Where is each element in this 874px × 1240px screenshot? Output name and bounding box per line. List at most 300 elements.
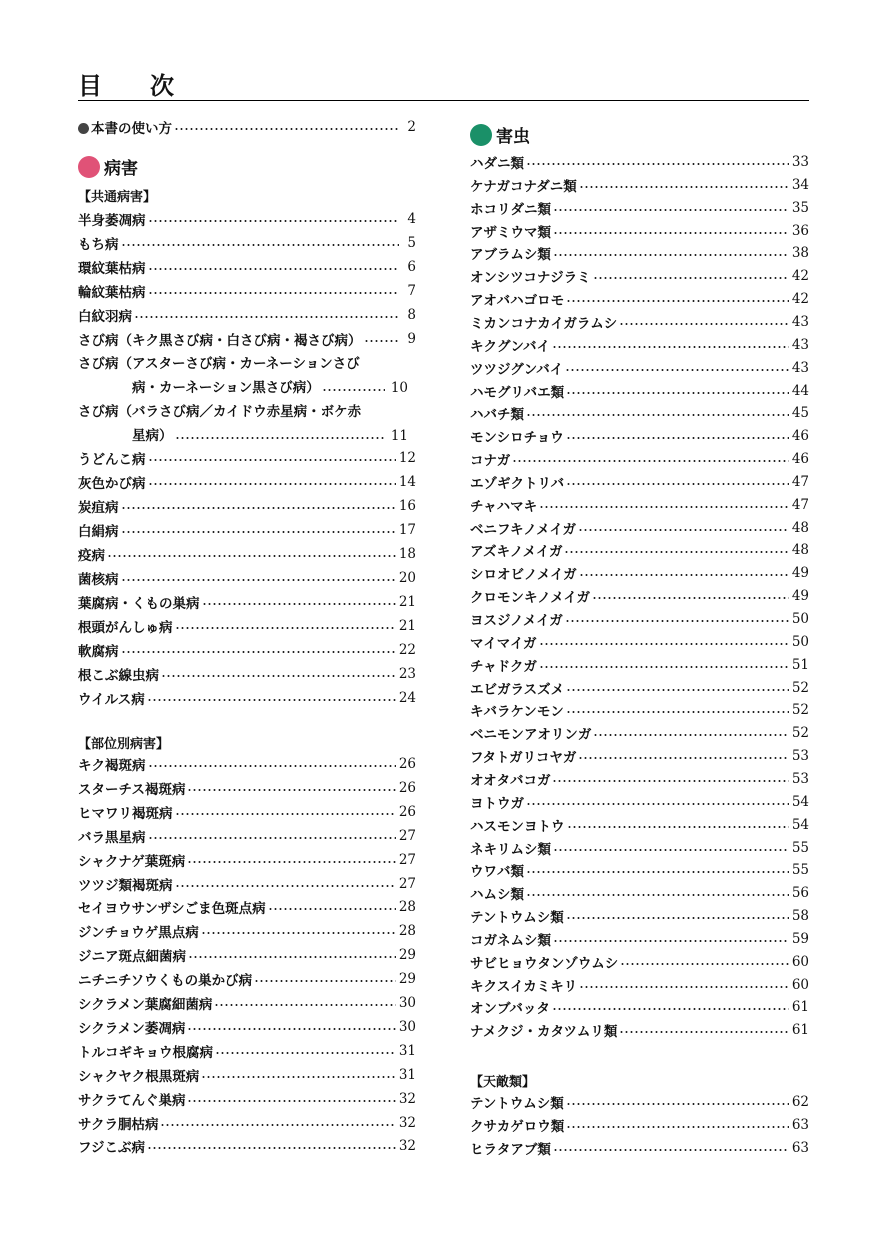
leader-dots xyxy=(121,531,396,533)
toc-entry[interactable] xyxy=(470,699,809,721)
toc-entry[interactable] xyxy=(470,197,809,219)
toc-entry[interactable] xyxy=(470,494,809,516)
toc-entry[interactable] xyxy=(470,722,809,744)
toc-entry-name: ヒマワリ褐斑病 xyxy=(78,805,173,822)
toc-entry-name: ミカンコナカイガラムシ xyxy=(470,315,618,332)
toc-entry-name: スターチス褐斑病 xyxy=(78,781,186,798)
leader-dots xyxy=(526,414,789,416)
leader-dots xyxy=(187,789,395,791)
toc-entry-page: 54 xyxy=(791,816,809,833)
leader-dots xyxy=(593,734,788,736)
toc-entry[interactable] xyxy=(78,543,416,565)
toc-entry-page: 45 xyxy=(791,405,809,422)
leader-dots xyxy=(552,780,788,782)
toc-entry[interactable] xyxy=(78,591,416,613)
leader-dots xyxy=(175,437,385,439)
leader-dots xyxy=(619,323,789,325)
toc-entry[interactable] xyxy=(470,585,809,607)
toc-entry[interactable] xyxy=(78,849,416,871)
toc-entry-name: トルコギキョウ根腐病 xyxy=(78,1044,213,1061)
toc-entry[interactable] xyxy=(470,311,809,333)
leader-dots xyxy=(566,689,789,691)
toc-entry[interactable] xyxy=(78,639,416,661)
toc-entry[interactable] xyxy=(470,928,809,950)
toc-entry-page: 59 xyxy=(791,930,809,947)
toc-entry[interactable] xyxy=(470,631,809,653)
toc-entry[interactable] xyxy=(78,1112,416,1134)
toc-entry-name: シャクナゲ葉斑病 xyxy=(78,853,186,870)
toc-entry-page: 21 xyxy=(398,618,416,634)
toc-entry-page: 44 xyxy=(791,382,809,399)
toc-entry[interactable] xyxy=(470,471,809,493)
toc-entry-page: 60 xyxy=(791,953,809,970)
toc-entry-name: コナガ xyxy=(470,453,511,470)
leader-dots xyxy=(174,128,399,130)
toc-entry-name: サクラ胴枯病 xyxy=(78,1116,159,1133)
toc-entry-name: マイマイガ xyxy=(470,635,537,652)
leader-dots xyxy=(526,803,789,805)
toc-entry-name: 炭疽病 xyxy=(78,500,119,516)
toc-entry-name: ツツジグンバイ xyxy=(470,361,564,378)
leader-dots xyxy=(566,300,789,302)
toc-entry-page: 26 xyxy=(398,803,416,820)
leader-dots xyxy=(175,885,396,887)
toc-entry-name: セイヨウサンザシごま色斑点病 xyxy=(78,901,266,918)
toc-entry-name-line1: さび病（アスターさび病・カーネーションさび xyxy=(78,356,360,372)
title-rule xyxy=(78,100,809,101)
toc-entry-name: バラ黒星病 xyxy=(78,829,146,846)
page-title: 目 次 xyxy=(78,72,186,100)
toc-entry-name: 根こぶ線虫病 xyxy=(78,668,159,684)
toc-entry[interactable] xyxy=(470,654,809,676)
toc-entry-name: キバラケンモン xyxy=(470,704,564,721)
leader-dots xyxy=(254,980,396,982)
leader-dots xyxy=(175,627,396,629)
toc-entry-name: ニチニチソウくもの巣かび病 xyxy=(78,973,253,990)
leader-dots xyxy=(148,220,400,222)
leader-dots xyxy=(539,506,789,508)
toc-entry-name: シャクヤク根黒斑病 xyxy=(78,1068,200,1085)
toc-entry-page: 31 xyxy=(398,1042,416,1059)
toc-entry-page: 50 xyxy=(791,633,809,650)
toc-entry[interactable] xyxy=(78,304,416,326)
toc-entry[interactable] xyxy=(470,1114,809,1136)
toc-entry-page: 6 xyxy=(407,259,416,275)
leader-dots xyxy=(592,597,789,599)
toc-entry-name: ツツジ類褐斑病 xyxy=(78,877,173,894)
toc-entry[interactable] xyxy=(470,242,809,264)
leader-dots xyxy=(148,268,400,270)
leader-dots xyxy=(579,986,789,988)
toc-entry-page: 63 xyxy=(791,1117,809,1133)
toc-entry-name: ケナガコナダニ類 xyxy=(470,178,577,195)
toc-entry[interactable] xyxy=(470,357,809,379)
toc-entry-page: 22 xyxy=(398,642,416,658)
toc-entry-name: テントウムシ類 xyxy=(470,910,564,927)
toc-entry-page: 30 xyxy=(398,1018,416,1035)
leader-dots xyxy=(202,603,396,605)
toc-entry[interactable] xyxy=(78,777,416,799)
toc-entry-page: 28 xyxy=(398,899,416,916)
toc-entry-name: ハバチ類 xyxy=(470,407,524,424)
toc-entry[interactable] xyxy=(470,1137,809,1159)
toc-entry[interactable] xyxy=(470,151,809,173)
toc-entry[interactable] xyxy=(78,256,416,278)
leader-dots xyxy=(619,1031,788,1033)
toc-entry-page: 42 xyxy=(791,291,809,308)
toc-entry-page: 43 xyxy=(791,313,809,330)
toc-entry-name: ジニア斑点細菌病 xyxy=(78,949,186,966)
toc-entry[interactable] xyxy=(470,288,809,310)
toc-entry[interactable] xyxy=(470,562,809,584)
leader-dots xyxy=(566,437,789,439)
toc-entry[interactable] xyxy=(470,882,809,904)
toc-entry[interactable] xyxy=(470,174,809,196)
toc-entry-page: 43 xyxy=(791,359,809,376)
toc-entry-name: ウイルス病 xyxy=(78,692,145,708)
leader-dots xyxy=(121,507,396,509)
leader-dots xyxy=(201,1076,396,1078)
toc-entry-page: 47 xyxy=(791,473,809,490)
toc-entry[interactable] xyxy=(78,687,416,709)
toc-entry[interactable] xyxy=(470,996,809,1018)
toc-entry-page: 18 xyxy=(398,546,416,562)
toc-entry-page: 51 xyxy=(791,656,809,673)
toc-entry-name: フジこぶ病 xyxy=(78,1140,145,1157)
toc-entry-name: ベニモンアオリンガ xyxy=(470,727,592,744)
toc-entry-page: 47 xyxy=(791,496,809,513)
toc-entry-name: コガネムシ類 xyxy=(470,932,551,949)
leader-dots xyxy=(526,894,789,896)
toc-entry-page: 11 xyxy=(390,428,408,444)
toc-entry-page: 9 xyxy=(407,331,416,347)
leader-dots xyxy=(134,316,399,318)
toc-entry-name: 白絹病 xyxy=(78,524,119,540)
toc-entry-page: 24 xyxy=(398,690,416,706)
toc-entry[interactable] xyxy=(78,280,416,302)
toc-entry-name: アブラムシ類 xyxy=(470,247,551,264)
toc-entry[interactable] xyxy=(470,380,809,402)
leader-dots xyxy=(121,579,396,581)
toc-entry-name: 白紋羽病 xyxy=(78,309,132,325)
leader-dots xyxy=(566,917,789,919)
toc-entry-multiline[interactable] xyxy=(78,400,416,448)
leader-dots xyxy=(148,837,396,839)
toc-entry[interactable] xyxy=(78,944,416,966)
section-heading-label: 害虫 xyxy=(496,127,530,147)
toc-entry[interactable] xyxy=(78,1135,416,1157)
toc-entry-name: アズキノメイガ xyxy=(470,544,563,561)
toc-entry-name: 本書の使い方 xyxy=(91,121,172,137)
toc-entry[interactable] xyxy=(470,448,809,470)
toc-entry-page: 36 xyxy=(791,222,809,239)
leader-dots xyxy=(188,956,396,958)
toc-entry-name: アオバハゴロモ xyxy=(470,293,565,310)
toc-entry-page: 33 xyxy=(791,154,809,170)
toc-entry-name: 灰色かび病 xyxy=(78,476,146,492)
toc-entry-name: チャハマキ xyxy=(470,498,538,515)
leader-dots xyxy=(147,699,396,701)
toc-entry-name: ベニフキノメイガ xyxy=(470,521,576,538)
toc-entry[interactable] xyxy=(78,968,416,990)
toc-entry[interactable] xyxy=(78,232,416,254)
toc-entry[interactable] xyxy=(470,905,809,927)
leader-dots xyxy=(187,1100,395,1102)
toc-entry-name: クロモンキノメイガ xyxy=(470,590,591,607)
toc-entry-name: 疫病 xyxy=(78,548,105,564)
toc-entry-name: シクラメン葉腐細菌病 xyxy=(78,997,213,1013)
toc-entry-name: サクラてんぐ巣病 xyxy=(78,1092,186,1109)
toc-entry-page: 42 xyxy=(791,268,809,285)
toc-entry-name: シクラメン萎凋病 xyxy=(78,1020,186,1037)
toc-entry-page: 20 xyxy=(398,570,416,586)
toc-entry-name: ジンチョウゲ黒点病 xyxy=(78,925,199,942)
toc-entry-page: 29 xyxy=(398,971,416,988)
toc-entry-page: 27 xyxy=(398,851,416,868)
toc-entry[interactable] xyxy=(78,992,416,1014)
toc-entry-page: 53 xyxy=(791,748,809,765)
toc-entry[interactable] xyxy=(470,334,809,356)
toc-entry[interactable] xyxy=(470,517,809,539)
leader-dots xyxy=(268,908,396,910)
leader-dots xyxy=(552,346,789,348)
toc-entry[interactable] xyxy=(78,663,416,685)
toc-entry[interactable] xyxy=(78,896,416,918)
leader-dots xyxy=(214,1004,395,1006)
toc-entry-page: 26 xyxy=(398,779,416,796)
leader-dots xyxy=(526,871,789,873)
toc-entry-page: 10 xyxy=(390,380,408,396)
toc-entry-name: うどんこ病 xyxy=(78,452,146,468)
toc-entry-page: 55 xyxy=(791,862,809,879)
circle-icon xyxy=(470,124,492,146)
toc-entry[interactable] xyxy=(470,974,809,996)
toc-entry[interactable] xyxy=(78,753,416,775)
leader-dots xyxy=(620,963,789,965)
toc-entry-name: シロオビノメイガ xyxy=(470,567,577,584)
toc-entry-page: 26 xyxy=(398,756,416,772)
toc-entry-page: 34 xyxy=(791,176,809,193)
leader-dots xyxy=(564,551,788,553)
toc-entry-name: サビヒョウタンゾウムシ xyxy=(470,955,619,972)
toc-entry-page: 23 xyxy=(398,666,416,682)
toc-entry-name: ヒラタアブ類 xyxy=(470,1142,551,1158)
toc-entry[interactable] xyxy=(78,825,416,847)
leader-dots xyxy=(121,244,400,246)
toc-entry[interactable] xyxy=(78,471,416,493)
toc-entry-page: 46 xyxy=(791,428,809,445)
leader-dots xyxy=(526,163,789,165)
leader-dots xyxy=(175,813,396,815)
toc-entry[interactable] xyxy=(470,791,809,813)
toc-entry[interactable] xyxy=(470,814,809,836)
toc-entry-page: 7 xyxy=(407,283,416,299)
toc-entry-name-line2: 星病） xyxy=(132,428,173,444)
toc-entry-name: さび病（キク黒さび病・白さび病・褐さび病） xyxy=(78,333,362,349)
toc-entry[interactable] xyxy=(78,208,416,230)
toc-entry-page: 4 xyxy=(407,211,416,227)
toc-entry-page: 43 xyxy=(791,336,809,353)
toc-entry-name-line2: 病・カーネーション黒さび病） xyxy=(132,380,320,396)
toc-entry[interactable] xyxy=(78,801,416,823)
leader-dots xyxy=(553,849,789,851)
toc-entry-page: 49 xyxy=(791,588,809,605)
leader-dots xyxy=(148,459,396,461)
leader-dots xyxy=(187,1028,395,1030)
toc-entry-page: 35 xyxy=(791,199,809,216)
toc-entry-page: 52 xyxy=(791,702,809,719)
toc-entry-name: 菌核病 xyxy=(78,572,119,588)
toc-entry-page: 48 xyxy=(791,519,809,536)
subsection-heading-common: 【共通病害】 xyxy=(78,190,157,205)
toc-entry-name: 環紋葉枯病 xyxy=(78,261,146,277)
toc-entry-name: ハムシ類 xyxy=(470,887,524,904)
toc-entry[interactable] xyxy=(470,837,809,859)
toc-entry[interactable] xyxy=(470,768,809,790)
leader-dots xyxy=(215,1052,396,1054)
toc-entry-page: 49 xyxy=(791,565,809,582)
toc-entry-page: 61 xyxy=(791,1022,809,1039)
leader-dots xyxy=(148,483,396,485)
toc-entry-page: 31 xyxy=(398,1066,416,1083)
toc-entry[interactable] xyxy=(78,1064,416,1086)
toc-entry-multiline[interactable] xyxy=(78,352,416,400)
toc-entry[interactable] xyxy=(470,425,809,447)
toc-entry-name: オンシツコナジラミ xyxy=(470,270,591,287)
leader-dots xyxy=(322,389,385,391)
toc-entry-name: アザミウマ類 xyxy=(470,224,551,241)
toc-entry-name: ハスモンヨトウ xyxy=(470,818,565,835)
toc-entry[interactable] xyxy=(470,951,809,973)
leader-dots xyxy=(566,392,789,394)
leader-dots xyxy=(552,1008,789,1010)
toc-entry-name: オンブバッタ xyxy=(470,1001,550,1018)
toc-entry-intro[interactable] xyxy=(78,116,416,138)
toc-entry-name: キクスイカミキリ xyxy=(470,978,578,995)
toc-entry-name: ハモグリバエ類 xyxy=(470,384,565,401)
section-heading-label: 病害 xyxy=(104,159,138,179)
toc-entry-page: 56 xyxy=(791,885,809,902)
toc-entry[interactable] xyxy=(470,402,809,424)
toc-entry-page: 50 xyxy=(791,611,809,627)
toc-entry-page: 21 xyxy=(398,594,416,610)
leader-dots xyxy=(579,574,789,576)
toc-entry-name: ヨスジノメイガ xyxy=(470,613,563,629)
subsection-heading-enemies: 【天敵類】 xyxy=(470,1075,536,1090)
toc-entry-page: 27 xyxy=(398,875,416,892)
toc-entry-page: 38 xyxy=(791,245,809,262)
toc-entry-name: エゾギクトリバ xyxy=(470,475,565,492)
toc-entry-page: 58 xyxy=(791,908,809,925)
leader-dots xyxy=(201,932,396,934)
leader-dots xyxy=(160,1124,395,1126)
leader-dots xyxy=(566,1126,789,1128)
toc-entry[interactable] xyxy=(78,1088,416,1110)
leader-dots xyxy=(553,232,789,234)
toc-entry-page: 30 xyxy=(398,995,416,1011)
toc-entry-name: もち病 xyxy=(78,237,119,253)
toc-entry-page: 55 xyxy=(791,839,809,856)
toc-entry[interactable] xyxy=(470,220,809,242)
toc-entry-page: 12 xyxy=(398,450,416,466)
toc-entry-page: 61 xyxy=(791,999,809,1016)
leader-dots xyxy=(565,620,789,622)
toc-entry[interactable] xyxy=(78,495,416,517)
toc-entry-page: 60 xyxy=(791,976,809,993)
bullet-icon xyxy=(78,123,89,134)
leader-dots xyxy=(187,861,396,863)
toc-entry-name: チャドクガ xyxy=(470,658,537,675)
toc-entry-name: ウワバ類 xyxy=(470,864,524,881)
toc-entry-page: 2 xyxy=(407,119,416,135)
toc-entry-page: 54 xyxy=(791,793,809,810)
toc-entry[interactable] xyxy=(470,677,809,699)
toc-entry-page: 32 xyxy=(398,1090,416,1107)
leader-dots xyxy=(539,666,789,668)
toc-entry[interactable] xyxy=(78,920,416,942)
leader-dots xyxy=(553,254,789,256)
toc-entry-name: テントウムシ類 xyxy=(470,1096,564,1112)
leader-dots xyxy=(148,292,400,294)
leader-dots xyxy=(161,675,396,677)
toc-entry[interactable] xyxy=(78,447,416,469)
toc-entry[interactable] xyxy=(78,873,416,895)
leader-dots xyxy=(566,1103,789,1105)
toc-entry-name: ハダニ類 xyxy=(470,156,524,172)
toc-entry[interactable] xyxy=(470,745,809,767)
toc-entry[interactable] xyxy=(470,608,809,630)
toc-entry-page: 28 xyxy=(398,923,416,940)
toc-entry-name: ヨトウガ xyxy=(470,795,524,812)
toc-entry-page: 17 xyxy=(398,522,416,538)
toc-entry-name: 半身萎凋病 xyxy=(78,213,146,229)
leader-dots xyxy=(512,460,789,462)
leader-dots xyxy=(593,277,789,279)
toc-entry-name: エビガラスズメ xyxy=(470,681,565,698)
toc-entry-name: フタトガリコヤガ xyxy=(470,750,577,767)
leader-dots xyxy=(579,186,789,188)
toc-entry[interactable] xyxy=(78,328,416,350)
toc-entry-page: 32 xyxy=(398,1114,416,1131)
section-heading-disease xyxy=(78,154,138,179)
toc-entry[interactable] xyxy=(470,1091,809,1113)
toc-entry-page: 48 xyxy=(791,542,809,559)
toc-entry-page: 62 xyxy=(791,1094,809,1110)
toc-entry[interactable] xyxy=(470,265,809,287)
toc-entry[interactable] xyxy=(78,567,416,589)
toc-entry-page: 46 xyxy=(791,451,809,468)
circle-icon xyxy=(78,156,100,178)
toc-entry-page: 16 xyxy=(398,498,416,514)
toc-entry[interactable] xyxy=(78,519,416,541)
leader-dots xyxy=(364,340,400,342)
leader-dots xyxy=(553,209,789,211)
leader-dots xyxy=(565,369,789,371)
toc-entry-name: モンシロチョウ xyxy=(470,430,564,447)
toc-entry-name: キクグンバイ xyxy=(470,338,551,355)
toc-entry[interactable] xyxy=(78,1040,416,1062)
leader-dots xyxy=(148,765,396,767)
toc-entry[interactable] xyxy=(78,1016,416,1038)
toc-entry[interactable] xyxy=(470,1019,809,1041)
toc-entry[interactable] xyxy=(470,539,809,561)
toc-entry[interactable] xyxy=(78,615,416,637)
leader-dots xyxy=(553,1149,789,1151)
toc-entry-page: 8 xyxy=(407,307,416,323)
toc-entry-name: 根頭がんしゅ病 xyxy=(78,620,173,636)
toc-entry[interactable] xyxy=(470,859,809,881)
leader-dots xyxy=(566,483,789,485)
